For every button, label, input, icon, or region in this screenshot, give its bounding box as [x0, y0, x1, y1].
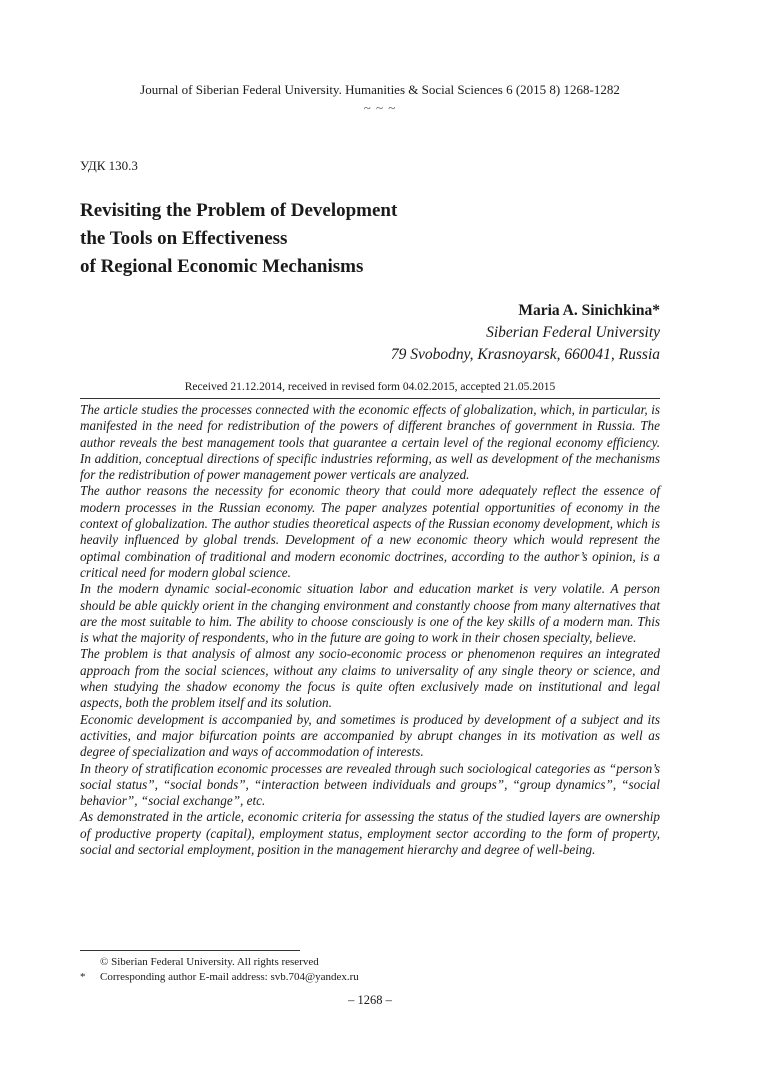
abstract-paragraph: The article studies the processes connected with the economic effects of globalization, which, in particular, is manifested in the need for redistribution of the powers of different branches of government in Russia. The author reveals the best management tools that guarantee a certain level of the regional economy efficiency. In addition, conceptual directions of specific industries reforming, as well as development of the mechanisms for the redistribution of power management power verticals are analyzed.	[80, 402, 660, 483]
footnote-corresponding	[80, 971, 359, 983]
abstract-paragraph: In the modern dynamic social-economic situation labor and education market is very volatile. A person should be able quickly orient in the changing environment and constantly choose from many alternatives that are the most suitable to him. The ability to choose consciously is one of the key skills of a modern man. This is what the majority of respondents, who in the future are going to work in their chosen specialty, believe.	[80, 581, 660, 646]
abstract-paragraph: The author reasons the necessity for economic theory that could more adequately reflect the essence of modern processes in the Russian economy. The paper analyzes potential opportunities of economy in the context of globalization. The author studies theoretical aspects of the Russian economy development, which is heavily influenced by global trends. Development of a new economic theory which would represent the optimal combination of traditional and modern economic doctrines, according to the author’s opinion, is a critical need for modern global science.	[80, 483, 660, 580]
footnote-divider	[80, 950, 300, 951]
received-dates: Received 21.12.2014, received in revised form 04.02.2015, accepted 21.05.2015	[184, 381, 556, 393]
abstract-paragraph: The problem is that analysis of almost any socio-economic process or phenomenon requires an integrated approach from the social sciences, without any claims to universality of any single theory or science, and when studying the shadow economy the focus is quite often exclusively made on institutional and legal aspects, both the problem itself and its solution.	[80, 646, 660, 711]
article-title	[80, 197, 397, 281]
page-number: – 1268 –	[348, 993, 392, 1007]
journal-header: Journal of Siberian Federal University. Humanities & Social Sciences 6 (2015 8) 1268-1282	[140, 82, 620, 97]
author-name: Maria A. Sinichkina*	[518, 302, 660, 319]
copyright-text: © Siberian Federal University. All rights reserved	[100, 956, 319, 968]
author-block	[391, 300, 660, 366]
abstract-paragraph: In theory of stratification economic processes are revealed through such sociological categories as “person’s social status”, “social bonds”, “interaction between individuals and groups”, “group dynamics”, “social behavior”, “social exchange”, etc.	[80, 760, 660, 809]
footnote-copyright	[80, 956, 319, 968]
author-address: 79 Svobodny, Krasnoyarsk, 660041, Russia	[390, 346, 660, 363]
author-affiliation: Siberian Federal University	[486, 324, 660, 341]
header-separator: ~ ~ ~	[363, 100, 397, 115]
abstract-paragraph: As demonstrated in the article, economic criteria for assessing the status of the studied layers are ownership of productive property (capital), employment status, employment sector according to the form of property, social and sectorial employment, position in the management hierarchy and degree of well-being.	[80, 809, 660, 858]
udk-code: УДК 130.3	[80, 158, 138, 173]
footnote-asterisk: *	[80, 971, 86, 983]
abstract	[80, 402, 660, 858]
abstract-paragraph: Economic development is accompanied by, and sometimes is produced by development of a subject and its activities, and major bifurcation points are accompanied by abrupt changes in its motivation as well as degree of specialization and ways of accommodation of interests.	[80, 711, 660, 760]
title-line: of Regional Economic Mechanisms	[80, 256, 364, 277]
title-line: the Tools on Effectiveness	[80, 228, 288, 249]
abstract-divider	[80, 398, 660, 399]
title-line: Revisiting the Problem of Development	[80, 200, 398, 221]
corresponding-email-text: Corresponding author E-mail address: svb.704@yandex.ru	[100, 971, 359, 983]
